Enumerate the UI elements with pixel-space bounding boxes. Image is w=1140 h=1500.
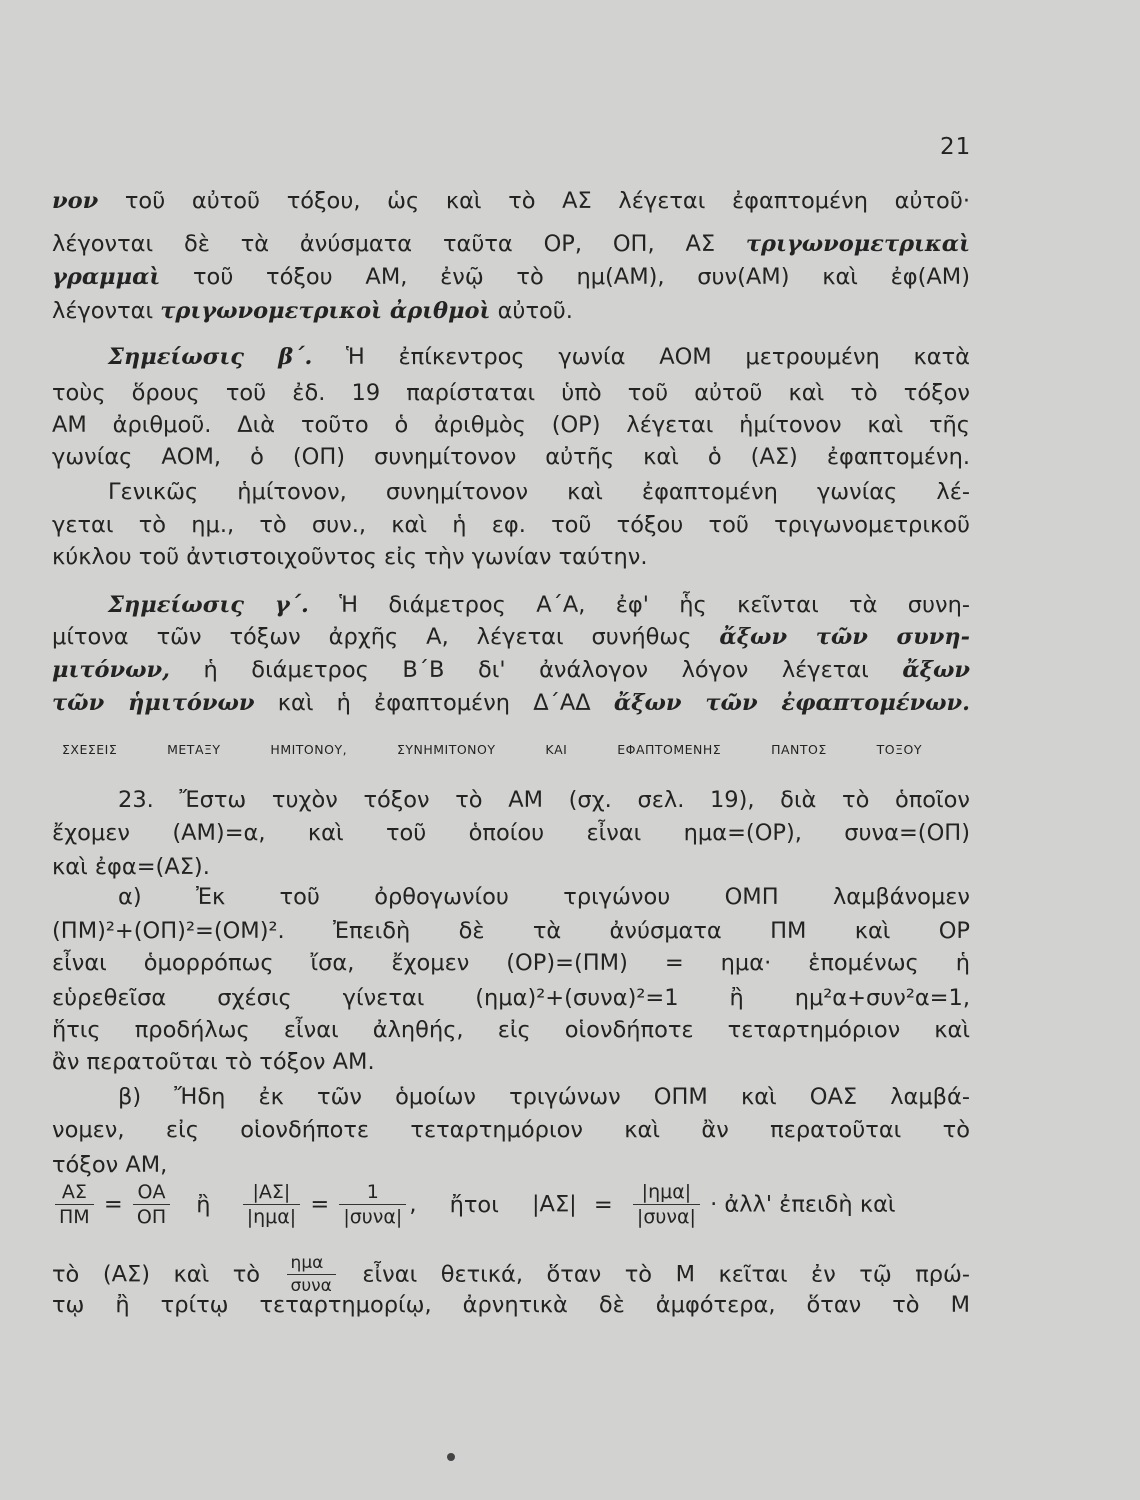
text-run: ἔχομεν (ΑΜ)=α, καὶ τοῦ ὁποίου εἶναι ημα=(ΟΡ), συνα=(ΟΠ) [52, 820, 970, 846]
text-run: ΑΜ ἀριθμοῦ. Διὰ τοῦτο ὁ ἀριθμὸς (ΟΡ) λέγεται ἡμίτονον καὶ τῆς [52, 412, 970, 438]
text-line [52, 852, 292, 884]
text-line [52, 1290, 970, 1322]
text-line [52, 948, 970, 980]
text-line [52, 410, 970, 442]
text-line [118, 882, 970, 914]
text-line [52, 186, 970, 218]
section-heading: ΣΧΕΣΕΙΣ ΜΕΤΑΞΥ ΗΜΙΤΟΝΟΥ, ΣΥΝΗΜΙΤΟΝΟΥ ΚΑΙ ΕΦΑΠΤΟΜΕΝΗΣ ΠΑΝΤΟΣ ΤΟΞΟΥ [62, 742, 922, 757]
fraction-abs-as-hma: $\frac{|A\Sigma|}{\text{|ημα|}}$ [243, 1183, 300, 1227]
text-run: εὑρεθεῖσα σχέσις γίνεται (ημα)²+(συνα)²=1 ἢ ημ²α+συν²α=1, [52, 985, 970, 1011]
text-line [52, 229, 970, 261]
text-line [52, 1047, 512, 1079]
text-run: Γενικῶς ἡμίτονον, συνημίτονον καὶ ἐφαπτομένη γωνίας λέ- [108, 479, 970, 505]
italic-term: ἄξων τῶν συνη- [719, 624, 970, 650]
text-line [52, 1253, 970, 1296]
fraction-hma-syna: $\frac{\text{|ημα|}}{\text{|συνα|}}$ [633, 1183, 700, 1227]
text-run: β) Ἤδη ἐκ τῶν ὁμοίων τριγώνων ΟΠΜ καὶ ΟΑΣ λαμβά- [118, 1084, 970, 1110]
italic-term: ἄξων τῶν ἐφαπτομένων. [613, 690, 971, 716]
fraction-as-pm: $\frac{A\Sigma}{\Pi M}$ [55, 1183, 94, 1227]
formula-line: $\frac{A\Sigma}{\Pi M}$ = $\frac{OA}{O\Pi}$ ἢ $\frac{|A\Sigma|}{\text{|ημα|}}$ = $\frac{1}{\text{|συνα|}}$ , ἤτοι |ΑΣ| = $\frac{\text{|ημα|}}{\text{|συνα|}}$ · ἀλλ' ἐπειδὴ καὶ [52, 1183, 970, 1239]
text-line [108, 342, 970, 374]
text-line [108, 477, 970, 509]
text-run: τὸ (ΑΣ) καὶ τὸ [52, 1261, 284, 1288]
text-run: γωνίας ΑΟΜ, ὁ (ΟΠ) συνημίτονον αὐτῆς καὶ ὁ (ΑΣ) ἐφαπτομένη. [52, 444, 970, 470]
text-run: λέγονται [52, 298, 161, 324]
text-run: καὶ ἡ ἐφαπτομένη Δ΄ΑΔ [254, 690, 614, 716]
text-run: Ἡ ἐπίκεντρος γωνία ΑΟΜ μετρουμένη κατὰ [312, 344, 970, 370]
inline-fraction: $\frac{\text{ημα}}{\text{συνα}}$ [287, 1255, 336, 1295]
italic-term: Σημείωσις γ΄. [108, 592, 309, 618]
text-line [52, 1015, 970, 1047]
page-number: 21 [940, 134, 972, 160]
text-run: 23. Ἔστω τυχὸν τόξον τὸ ΑΜ (σχ. σελ. 19), διὰ τὸ ὁποῖον [118, 787, 970, 813]
text-line [52, 442, 970, 474]
text-run: (ΠΜ)²+(ΟΠ)²=(ΟΜ)². Ἐπειδὴ δὲ τὰ ἀνύσματα ΠΜ καὶ ΟΡ [52, 918, 970, 944]
text-run: αὐτοῦ. [490, 298, 573, 324]
italic-term: μιτόνων, [52, 657, 170, 683]
fraction-one-syna: $\frac{1}{\text{|συνα|}}$ [339, 1183, 406, 1227]
ink-dot [447, 1453, 455, 1461]
text-run: ἡ διάμετρος Β΄Β δι' ἀνάλογον λόγον λέγεται [169, 657, 903, 683]
text-run: κύκλου τοῦ ἀντιστοιχοῦντος εἰς τὴν γωνίαν ταύτην. [52, 544, 648, 570]
text-line [52, 655, 970, 687]
text-line [52, 983, 970, 1015]
text-line [52, 688, 970, 720]
text-run: λέγονται δὲ τὰ ἀνύσματα ταῦτα ΟΡ, ΟΠ, ΑΣ [52, 231, 746, 257]
text-line [52, 1115, 970, 1147]
italic-term: τριγωνομετρικοὶ ἀριθμοὶ [160, 298, 491, 324]
text-line [52, 622, 970, 654]
text-line [108, 590, 970, 622]
text-run: εἶναι θετικά, ὅταν τὸ Μ κεῖται ἐν τῷ πρώ- [338, 1261, 970, 1288]
italic-term: τριγωνομετρικαὶ [745, 231, 970, 257]
text-line [118, 785, 970, 817]
text-line [52, 818, 970, 850]
text-line [118, 1082, 970, 1114]
text-run: Ἡ διάμετρος Α΄Α, ἐφ' ἧς κεῖνται τὰ συνη- [308, 592, 971, 618]
italic-term: Σημείωσις β΄. [108, 344, 313, 370]
text-run: εἶναι ὁμορρόπως ἴσα, ἔχομεν (ΟΡ)=(ΠΜ) = ημα· ἑπομένως ἡ [52, 950, 970, 976]
text-run: ἂν περατοῦται τὸ τόξον ΑΜ. [52, 1049, 375, 1075]
text-line [52, 542, 792, 574]
text-run: τοῦ αὐτοῦ τόξου, ὡς καὶ τὸ ΑΣ λέγεται ἐφαπτομένη αὐτοῦ· [98, 188, 970, 214]
text-line [52, 510, 970, 542]
text-line [52, 296, 652, 328]
text-line [52, 1150, 252, 1182]
italic-term: γραμμαὶ [52, 264, 161, 290]
text-run: τῳ ἢ τρίτῳ τεταρτημορίῳ, ἀρνητικὰ δὲ ἀμφότερα, ὅταν τὸ Μ [52, 1292, 970, 1318]
italic-term: τῶν ἡμιτόνων [52, 690, 255, 716]
text-run: μίτονα τῶν τόξων ἀρχῆς Α, λέγεται συνήθως [52, 624, 720, 650]
text-line [52, 378, 970, 410]
text-line [52, 916, 970, 948]
text-run: τόξον ΑΜ, [52, 1152, 168, 1178]
text-run: α) Ἐκ τοῦ ὀρθογωνίου τριγώνου ΟΜΠ λαμβάνομεν [118, 884, 970, 910]
text-run: καὶ ἐφα=(ΑΣ). [52, 854, 210, 880]
italic-term: ἄξων [902, 657, 970, 683]
text-run: τοὺς ὅρους τοῦ ἐδ. 19 παρίσταται ὑπὸ τοῦ αὐτοῦ καὶ τὸ τόξον [52, 380, 970, 406]
fraction-oa-op: $\frac{OA}{O\Pi}$ [133, 1183, 170, 1227]
text-run: γεται τὸ ημ., τὸ συν., καὶ ἡ εφ. τοῦ τόξου τοῦ τριγωνομετρικοῦ [52, 512, 970, 538]
italic-term: νον [52, 188, 99, 214]
text-run: τοῦ τόξου ΑΜ, ἐνῷ τὸ ημ(ΑΜ), συν(ΑΜ) καὶ ἐφ(ΑΜ) [160, 264, 970, 290]
text-run: ἥτις προδήλως εἶναι ἀληθής, εἰς οἱονδήποτε τεταρτημόριον καὶ [52, 1017, 970, 1043]
text-line [52, 262, 970, 294]
text-run: νομεν, εἰς οἱονδήποτε τεταρτημόριον καὶ ἂν περατοῦται τὸ [52, 1117, 970, 1143]
